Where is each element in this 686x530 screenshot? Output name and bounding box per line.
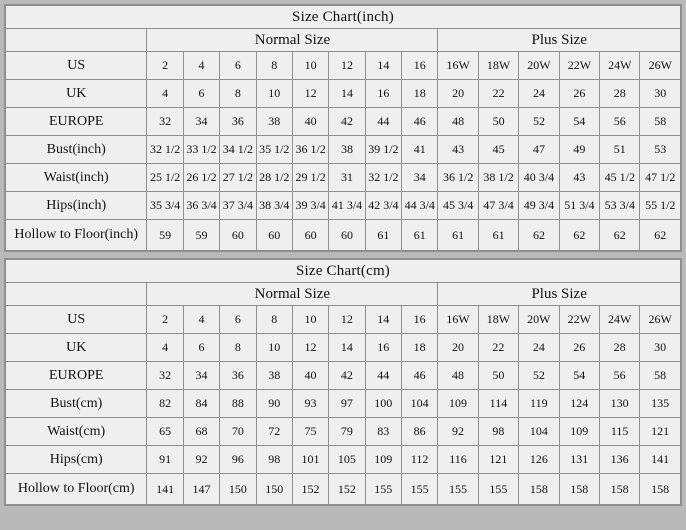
cell: 14: [329, 80, 365, 108]
row-label-waist: Waist(cm): [6, 418, 147, 446]
table-row: [6, 474, 681, 505]
cell: 35 1/2: [256, 136, 292, 164]
cell: 16: [365, 334, 401, 362]
cell: 48: [438, 108, 478, 136]
cell: 36: [220, 362, 256, 390]
cell: 75: [292, 418, 328, 446]
cell: 8: [256, 306, 292, 334]
row-label-uk: UK: [6, 334, 147, 362]
cell: 70: [220, 418, 256, 446]
group-header-plus: Plus Size: [438, 29, 681, 52]
cell: 50: [478, 108, 518, 136]
cell: 8: [220, 80, 256, 108]
cell: 155: [478, 474, 518, 505]
cell: 36 1/2: [292, 136, 328, 164]
cell: 62: [640, 220, 681, 251]
cell: 47 1/2: [640, 164, 681, 192]
cell: 82: [147, 390, 183, 418]
cell: 141: [640, 446, 681, 474]
corner-cell: [6, 283, 147, 306]
cell: 35 3/4: [147, 192, 183, 220]
cell: 42: [329, 362, 365, 390]
cell: 10: [256, 334, 292, 362]
cell: 60: [220, 220, 256, 251]
table-row: [6, 220, 681, 251]
cell: 45 3/4: [438, 192, 478, 220]
cell: 14: [329, 334, 365, 362]
cell: 51 3/4: [559, 192, 599, 220]
cell: 54: [559, 362, 599, 390]
cell: 10: [256, 80, 292, 108]
cell: 26W: [640, 306, 681, 334]
cell: 104: [401, 390, 437, 418]
cell: 26: [559, 80, 599, 108]
cell: 12: [329, 52, 365, 80]
cell: 152: [292, 474, 328, 505]
cell: 61: [438, 220, 478, 251]
cell: 24: [519, 80, 559, 108]
cell: 59: [183, 220, 219, 251]
cell: 100: [365, 390, 401, 418]
cell: 92: [438, 418, 478, 446]
cell: 34: [183, 362, 219, 390]
cell: 4: [183, 52, 219, 80]
cell: 45: [478, 136, 518, 164]
cell: 119: [519, 390, 559, 418]
cell: 61: [402, 220, 438, 251]
cell: 150: [220, 474, 256, 505]
cell: 24W: [600, 52, 640, 80]
cell: 109: [365, 446, 401, 474]
cell: 58: [640, 362, 681, 390]
cell: 116: [438, 446, 478, 474]
cell: 59: [147, 220, 183, 251]
cell: 130: [599, 390, 639, 418]
table-row: [6, 136, 681, 164]
cell: 44: [365, 362, 401, 390]
chart-title-row: [6, 260, 681, 283]
cell: 62: [559, 220, 599, 251]
cell: 141: [147, 474, 183, 505]
cell: 34 1/2: [220, 136, 256, 164]
cell: 55 1/2: [640, 192, 681, 220]
cell: 18: [401, 334, 437, 362]
cell: 50: [478, 362, 518, 390]
cell: 20: [438, 334, 478, 362]
cell: 84: [183, 390, 219, 418]
row-label-hollow-to-floor: Hollow to Floor(inch): [6, 220, 147, 251]
cell: 45 1/2: [600, 164, 640, 192]
cell: 4: [147, 80, 183, 108]
cell: 112: [401, 446, 437, 474]
cell: 40: [292, 108, 328, 136]
cell: 22W: [559, 306, 599, 334]
table-row: [6, 108, 681, 136]
size-chart-inch-table: [5, 5, 681, 251]
cell: 24: [519, 334, 559, 362]
group-header-normal: Normal Size: [147, 29, 438, 52]
cell: 155: [438, 474, 478, 505]
cell: 158: [519, 474, 559, 505]
cell: 61: [365, 220, 401, 251]
cell: 28: [599, 334, 639, 362]
cell: 104: [519, 418, 559, 446]
cell: 43: [559, 164, 599, 192]
cell: 30: [640, 334, 681, 362]
cell: 54: [559, 108, 599, 136]
cell: 2: [147, 52, 183, 80]
cell: 28: [600, 80, 640, 108]
cell: 6: [183, 80, 219, 108]
cell: 86: [401, 418, 437, 446]
cell: 42 3/4: [365, 192, 401, 220]
cell: 8: [256, 52, 292, 80]
row-label-europe: EUROPE: [6, 108, 147, 136]
row-label-hips: Hips(cm): [6, 446, 147, 474]
table-row: [6, 446, 681, 474]
cell: 62: [600, 220, 640, 251]
cell: 27 1/2: [220, 164, 256, 192]
cell: 135: [640, 390, 681, 418]
group-header-row: [6, 29, 681, 52]
cell: 37 3/4: [220, 192, 256, 220]
cell: 47: [519, 136, 559, 164]
cell: 48: [438, 362, 478, 390]
cell: 44: [365, 108, 401, 136]
cell: 8: [220, 334, 256, 362]
cell: 4: [183, 306, 219, 334]
cell: 158: [599, 474, 639, 505]
cell: 26: [559, 334, 599, 362]
cell: 12: [329, 306, 365, 334]
cell: 79: [329, 418, 365, 446]
cell: 96: [220, 446, 256, 474]
cell: 42: [329, 108, 365, 136]
cell: 32 1/2: [147, 136, 183, 164]
cell: 22: [478, 334, 518, 362]
cell: 60: [292, 220, 328, 251]
cell: 53 3/4: [600, 192, 640, 220]
table-row: [6, 306, 681, 334]
cell: 14: [365, 52, 401, 80]
cell: 47 3/4: [478, 192, 518, 220]
cell: 65: [147, 418, 183, 446]
cell: 38: [256, 362, 292, 390]
cell: 52: [519, 108, 559, 136]
cell: 61: [478, 220, 518, 251]
size-chart-cm-table: [5, 259, 681, 505]
cell: 49: [559, 136, 599, 164]
cell: 22W: [559, 52, 599, 80]
cell: 155: [365, 474, 401, 505]
cell: 6: [220, 52, 256, 80]
table-row: [6, 418, 681, 446]
cell: 20: [438, 80, 478, 108]
cell: 36 3/4: [183, 192, 219, 220]
row-label-bust: Bust(cm): [6, 390, 147, 418]
row-label-us: US: [6, 306, 147, 334]
cell: 22: [478, 80, 518, 108]
cell: 14: [365, 306, 401, 334]
cell: 6: [183, 334, 219, 362]
cell: 10: [292, 306, 328, 334]
table-row: [6, 80, 681, 108]
cell: 88: [220, 390, 256, 418]
cell: 62: [519, 220, 559, 251]
cell: 51: [600, 136, 640, 164]
row-label-bust: Bust(inch): [6, 136, 147, 164]
cell: 32: [147, 108, 183, 136]
table-row: [6, 362, 681, 390]
cell: 38: [329, 136, 365, 164]
row-label-hollow-to-floor: Hollow to Floor(cm): [6, 474, 147, 505]
group-header-plus: Plus Size: [438, 283, 681, 306]
cell: 36: [220, 108, 256, 136]
size-chart-inch-block: [4, 4, 682, 252]
cell: 60: [329, 220, 365, 251]
cell: 53: [640, 136, 681, 164]
cell: 52: [519, 362, 559, 390]
cell: 32: [147, 362, 183, 390]
cell: 56: [600, 108, 640, 136]
cell: 91: [147, 446, 183, 474]
cell: 10: [292, 52, 328, 80]
cell: 105: [329, 446, 365, 474]
cell: 26 1/2: [183, 164, 219, 192]
row-label-europe: EUROPE: [6, 362, 147, 390]
table-row: [6, 390, 681, 418]
cell: 39 1/2: [365, 136, 401, 164]
cell: 16W: [438, 306, 478, 334]
cell: 18: [402, 80, 438, 108]
cell: 40 3/4: [519, 164, 559, 192]
cell: 38 1/2: [478, 164, 518, 192]
cell: 56: [599, 362, 639, 390]
cell: 72: [256, 418, 292, 446]
cell: 31: [329, 164, 365, 192]
cell: 155: [401, 474, 437, 505]
cell: 124: [559, 390, 599, 418]
cell: 38: [256, 108, 292, 136]
cell: 34: [183, 108, 219, 136]
cell: 41: [402, 136, 438, 164]
cell: 38 3/4: [256, 192, 292, 220]
cell: 109: [559, 418, 599, 446]
chart-title-row: [6, 6, 681, 29]
cell: 83: [365, 418, 401, 446]
table-row: [6, 334, 681, 362]
size-chart-cm-block: [4, 258, 682, 506]
cell: 43: [438, 136, 478, 164]
cell: 115: [599, 418, 639, 446]
cell: 32 1/2: [365, 164, 401, 192]
cell: 46: [402, 108, 438, 136]
cell: 68: [183, 418, 219, 446]
corner-cell: [6, 29, 147, 52]
page-title: Size Chart(inch): [6, 6, 681, 29]
group-header-normal: Normal Size: [147, 283, 438, 306]
cell: 46: [401, 362, 437, 390]
cell: 40: [292, 362, 328, 390]
row-label-uk: UK: [6, 80, 147, 108]
cell: 39 3/4: [292, 192, 328, 220]
cell: 20W: [519, 52, 559, 80]
cell: 158: [640, 474, 681, 505]
cell: 126: [519, 446, 559, 474]
cell: 12: [292, 334, 328, 362]
group-header-row: [6, 283, 681, 306]
cell: 41 3/4: [329, 192, 365, 220]
row-label-us: US: [6, 52, 147, 80]
cell: 90: [256, 390, 292, 418]
cell: 16: [401, 306, 437, 334]
cell: 136: [599, 446, 639, 474]
cell: 97: [329, 390, 365, 418]
cell: 92: [183, 446, 219, 474]
cell: 158: [559, 474, 599, 505]
cell: 12: [292, 80, 328, 108]
cell: 121: [478, 446, 518, 474]
table-row: [6, 164, 681, 192]
cell: 98: [256, 446, 292, 474]
cell: 16: [402, 52, 438, 80]
cell: 24W: [599, 306, 639, 334]
cell: 121: [640, 418, 681, 446]
cell: 49 3/4: [519, 192, 559, 220]
cell: 18W: [478, 306, 518, 334]
cell: 36 1/2: [438, 164, 478, 192]
cell: 58: [640, 108, 681, 136]
cell: 60: [256, 220, 292, 251]
page-title: Size Chart(cm): [6, 260, 681, 283]
cell: 16: [365, 80, 401, 108]
cell: 150: [256, 474, 292, 505]
cell: 152: [329, 474, 365, 505]
cell: 18W: [478, 52, 518, 80]
table-row: [6, 52, 681, 80]
cell: 2: [147, 306, 183, 334]
cell: 44 3/4: [402, 192, 438, 220]
cell: 33 1/2: [183, 136, 219, 164]
cell: 30: [640, 80, 681, 108]
cell: 98: [478, 418, 518, 446]
cell: 16W: [438, 52, 478, 80]
cell: 4: [147, 334, 183, 362]
cell: 109: [438, 390, 478, 418]
cell: 114: [478, 390, 518, 418]
row-label-waist: Waist(inch): [6, 164, 147, 192]
cell: 6: [220, 306, 256, 334]
cell: 25 1/2: [147, 164, 183, 192]
cell: 131: [559, 446, 599, 474]
cell: 29 1/2: [292, 164, 328, 192]
table-row: [6, 192, 681, 220]
cell: 28 1/2: [256, 164, 292, 192]
cell: 147: [183, 474, 219, 505]
cell: 93: [292, 390, 328, 418]
cell: 20W: [519, 306, 559, 334]
row-label-hips: Hips(inch): [6, 192, 147, 220]
cell: 26W: [640, 52, 681, 80]
cell: 101: [292, 446, 328, 474]
cell: 34: [402, 164, 438, 192]
